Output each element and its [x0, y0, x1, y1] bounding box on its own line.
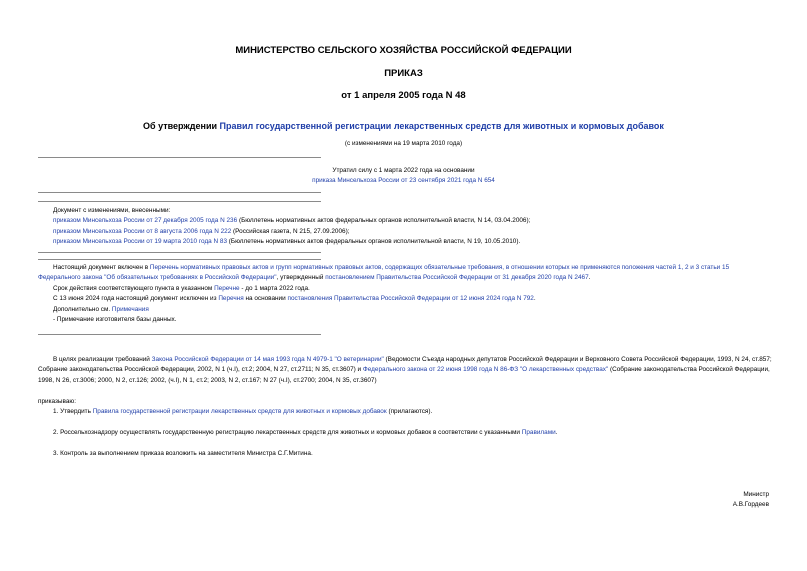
note-text: Настоящий документ включен в — [53, 264, 150, 271]
notes-block — [38, 263, 772, 325]
change-source: (Бюллетень нормативных актов федеральных органов исполнительной власти, N 14, 03.04.2006); — [237, 217, 531, 225]
see-also-note — [38, 305, 772, 315]
divider — [38, 259, 321, 260]
register-link[interactable]: Перечень нормативных правовых актов и групп нормативных правовых актов, содержащих обязательные требования, в отношении которых не применяются положения частей 1, 2 и 3 статьи 15 Федерального закона "Об обязательных требованиях в Российской Федерации" — [38, 264, 730, 282]
veterinary-law-link[interactable]: Закона Российской Федерации от 14 мая 1993 года N 4979-1 "О ветеринарии" — [151, 356, 384, 363]
order-item-3 — [38, 449, 772, 459]
order-item-1 — [38, 407, 772, 417]
change-item — [53, 227, 773, 237]
term-note — [38, 284, 772, 294]
change-link[interactable]: приказом Минсельхоза России от 19 марта 2010 года N 83 — [53, 238, 228, 246]
note-text: Дополнительно см. — [53, 305, 112, 313]
note-text: С 13 июня 2024 года настоящий документ исключен из — [53, 295, 219, 303]
change-source: (Российская газета, N 215, 27.09.2006); — [231, 227, 350, 235]
body-text: (прилагаются). — [386, 408, 433, 415]
divider — [38, 157, 321, 158]
changes-intro: Документ с изменениями, внесенными: — [53, 207, 171, 214]
title-link[interactable]: Правил государственной регистрации лекарственных средств для животных и кормовых добавок — [219, 121, 664, 131]
title-prefix: Об утверждении — [143, 121, 220, 131]
list-link[interactable]: Перечня — [218, 295, 244, 303]
exclusion-note — [38, 294, 772, 304]
list-link[interactable]: Перечне — [214, 284, 240, 292]
note-text: . — [533, 295, 536, 303]
signature-position: Министр — [743, 491, 769, 498]
note-text: Срок действия соответствующего пункта в указанном — [53, 284, 215, 292]
resolution-link[interactable]: постановления Правительства Российской Федерации от 12 июня 2024 года N 792 — [287, 295, 534, 303]
body-text: . — [555, 429, 558, 436]
note-text: - до 1 марта 2022 года. — [239, 284, 310, 292]
change-source: (Бюллетень нормативных актов федеральных органов исполнительной власти, N 19, 10.05.2010). — [227, 238, 521, 246]
document-title — [0, 121, 807, 131]
note-text: . — [588, 274, 591, 282]
change-link[interactable]: приказом Минсельхоза России от 27 декабря 2005 года N 236 — [53, 217, 238, 225]
expiry-notice — [0, 166, 807, 187]
basis-paragraph — [38, 355, 772, 386]
divider — [38, 192, 321, 193]
body-text: (Ведомости Съезда народных депутатов Российской Федерации и Верховного Совета Российской Федерации, 1993, N 24, ст.857; Собрание законодательства Российской Федерации, 2002, N 1 (ч.I), ст.2; 2004, N 27, ст.2711; N 35, ст.3607) и — [38, 356, 772, 374]
note-text: на основании — [243, 295, 288, 303]
body-text: (Собрание законодательства Российской Федерации, 1998, N 26, ст.3006; 2000, N 2, ст.126; 2002, (ч.I), N 1, ст.2; 2003, N 2, ст.167; N 27 (ч.I), ст.2700; 2004, N 35, ст.3607) — [38, 366, 770, 384]
expiry-line: Утратил силу с 1 марта 2022 года на основании — [332, 167, 475, 174]
change-link[interactable]: приказом Минсельхоза России от 8 августа 2006 года N 222 — [53, 227, 232, 235]
register-note — [38, 263, 772, 284]
body-text: 2. Россельхознадзору осуществлять государственную регистрацию лекарственных средств для животных и кормовых добавок в соответствии с указанными — [53, 429, 522, 436]
notes-link[interactable]: Примечания — [111, 305, 149, 313]
date-number-heading: от 1 апреля 2005 года N 48 — [341, 90, 466, 101]
changes-block — [53, 206, 773, 248]
medicines-law-link[interactable]: Федерального закона от 22 июня 1998 года N 86-ФЗ "О лекарственных средствах" — [362, 366, 609, 374]
expiry-link[interactable]: приказа Минсельхоза России от 23 сентября 2021 года N 654 — [312, 177, 495, 185]
order-item-2 — [38, 428, 772, 438]
ministry-heading: МИНИСТЕРСТВО СЕЛЬСКОГО ХОЗЯЙСТВА РОССИЙСКОЙ ФЕДЕРАЦИИ — [235, 45, 572, 56]
note-text: , утвержденный — [276, 274, 326, 282]
db-maker-note: - Примечание изготовителя базы данных. — [53, 316, 177, 324]
divider — [38, 201, 321, 202]
body-text: В целях реализации требований — [53, 356, 152, 363]
change-item — [53, 216, 773, 226]
signature-block — [733, 490, 769, 511]
body-text: 1. Утвердить — [53, 408, 93, 415]
body-text: 3. Контроль за выполнением приказа возложить на заместителя Министра С.Г.Митина. — [53, 450, 313, 457]
resolution-link[interactable]: постановлением Правительства Российской Федерации от 31 декабря 2020 года N 2467 — [325, 274, 589, 282]
signature-name: А.В.Гордеев — [732, 501, 769, 509]
rules-link[interactable]: Правилами — [521, 429, 556, 436]
rules-link[interactable]: Правила государственной регистрации лекарственных средств для животных и кормовых добавок — [92, 408, 387, 415]
order-word: приказываю: — [38, 398, 76, 405]
edition-note: (с изменениями на 19 марта 2010 года) — [344, 140, 463, 147]
divider — [38, 252, 321, 253]
preamble — [38, 355, 772, 386]
divider — [38, 334, 321, 335]
doc-type-heading: ПРИКАЗ — [384, 68, 423, 79]
change-item — [53, 237, 773, 247]
